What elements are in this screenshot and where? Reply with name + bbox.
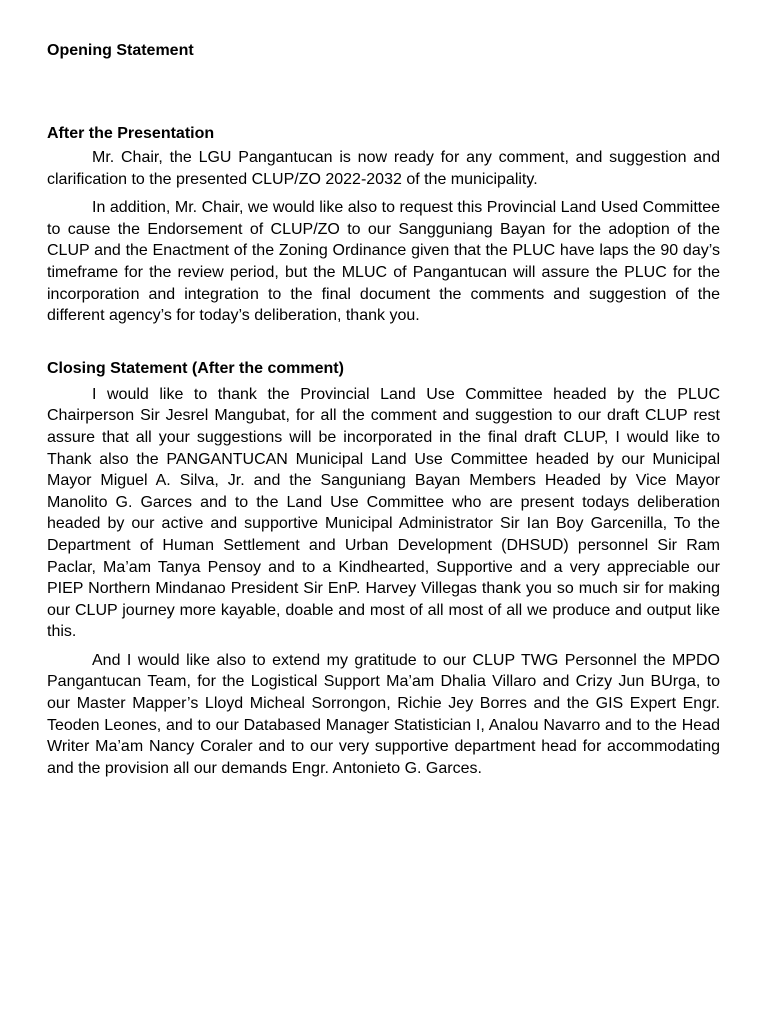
- opening-statement-heading: Opening Statement: [47, 42, 194, 59]
- after-presentation-paragraph-2: In addition, Mr. Chair, we would like also to request this Provincial Land Used Committee to cause the Endorsement of CLUP/ZO to our Sangguniang Bayan for the adoption of the CLUP and the Enactment of the Zoning Ordinance given that the PLUC have laps the 90 day’s timeframe for the review period, but the MLUC of Pangantucan will assure the PLUC for the incorporation and integration to the final document the comments and suggestion of the different agency’s for today’s deliberation, thank you.: [47, 199, 720, 325]
- after-presentation-heading: After the Presentation: [47, 125, 215, 142]
- document-page: [47, 40, 720, 779]
- closing-statement-heading: Closing Statement (After the comment): [47, 359, 344, 377]
- closing-statement-paragraph-1: I would like to thank the Provincial Land Use Committee headed by the PLUC Chairperson Sir Jesrel Mangubat, for all the comment and suggestion to our draft CLUP rest assure that all your suggestions will be incorporated in the final draft CLUP, I would like to Thank also the PANGANTUCAN Municipal Land Use Committee headed by our Municipal Mayor Miguel A. Silva, Jr. and the Sanguniang Bayan Members Headed by Vice Mayor Manolito G. Garces and to the Land Use Committee who are present todays deliberation headed by our active and supportive Municipal Administrator Sir Ian Boy Garcenilla, To the Department of Human Settlement and Urban Development (DHSUD) personnel Sir Ram Paclar, Ma’am Tanya Pensoy and to a Kindhearted, Supportive and a very appreciable our PIEP Northern Mindanao President Sir EnP. Harvey Villegas thank you so much sir for making our CLUP journey more kayable, doable and most of all most of all we produce and output like this.: [47, 385, 720, 641]
- after-presentation-paragraph-1: Mr. Chair, the LGU Pangantucan is now ready for any comment, and suggestion and clarification to the presented CLUP/ZO 2022-2032 of the municipality.: [47, 149, 720, 188]
- closing-statement-paragraph-2: And I would like also to extend my gratitude to our CLUP TWG Personnel the MPDO Pangantucan Team, for the Logistical Support Ma’am Dhalia Villaro and Crizy Jun BUrga, to our Master Mapper’s Lloyd Micheal Sorrongon, Richie Jey Borres and the GIS Expert Engr. Teoden Leones, and to our Databased Manager Statistician I, Analou Navarro and to the Head Writer Ma’am Nancy Coraler and to our very supportive department head for accommodating and the provision all our demands Engr. Antonieto G. Garces.: [47, 651, 720, 777]
